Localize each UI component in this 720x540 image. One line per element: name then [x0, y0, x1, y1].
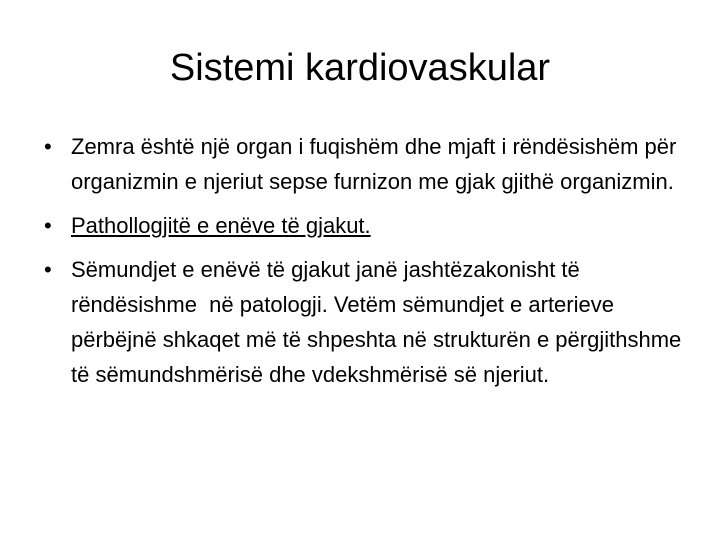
bullet-icon: •: [44, 134, 52, 159]
bullet-item-3: [44, 252, 694, 392]
bullet-text: Sëmundjet e enëvë të gjakut janë jashtëzakonisht të rëndësishme në patologji. Vetëm sëmundjet e arterieve përbëjnë shkaqet më të shpeshta në strukturën e përgjithshme të sëmundshmërisë dhe vdekshmërisë së njeriut.: [71, 257, 694, 387]
bullet-icon: •: [44, 257, 52, 282]
bullet-item-2: [44, 208, 694, 243]
bullet-item-1: [44, 129, 694, 199]
bullet-list: [44, 129, 694, 401]
slide-title: Sistemi kardiovaskular: [169, 47, 551, 89]
bullet-link-text[interactable]: Pathollogjitë e enëve të gjakut.: [71, 213, 371, 238]
bullet-icon: •: [44, 213, 52, 238]
bullet-text: Zemra është një organ i fuqishëm dhe mjaft i rëndësishëm për organizmin e njeriut sepse furnizon me gjak gjithë organizmin.: [71, 134, 683, 194]
